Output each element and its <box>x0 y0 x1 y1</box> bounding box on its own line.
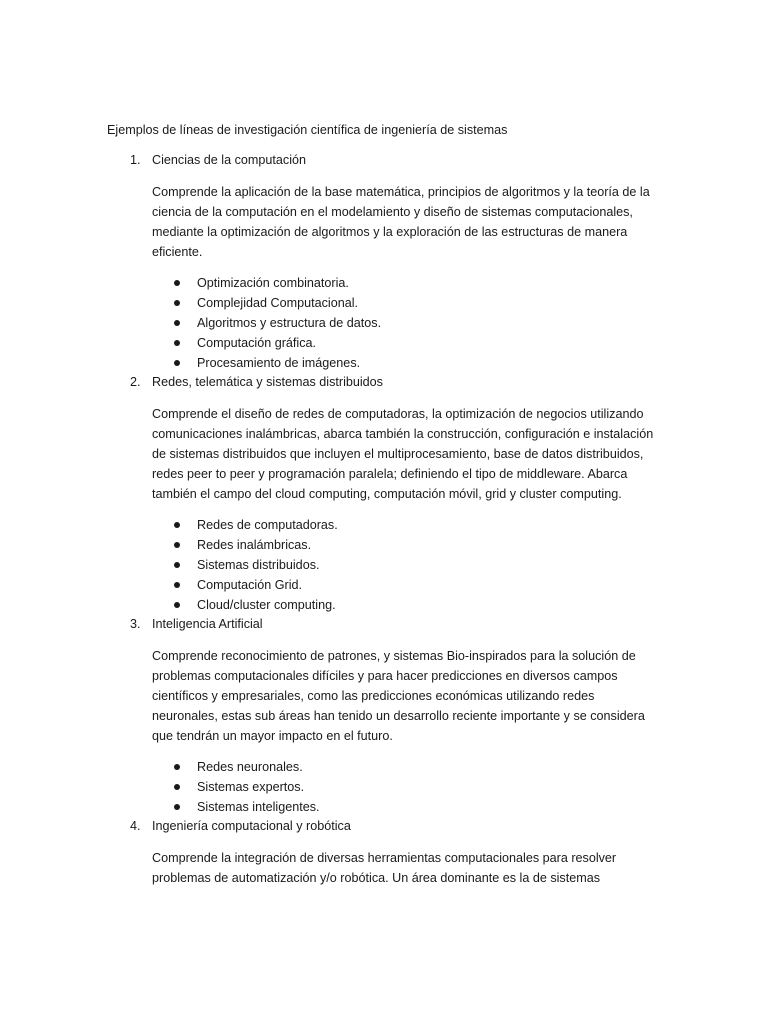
paragraph-line: eficiente. <box>152 245 203 259</box>
list-item <box>152 757 320 777</box>
bullet-dot-icon <box>174 280 180 286</box>
list-item-text: Computación gráfica. <box>197 336 317 350</box>
bullet-dot-icon <box>174 542 180 548</box>
bullet-dot-icon <box>174 340 180 346</box>
paragraph-line: también el campo del cloud computing, computación móvil, grid y cluster computing. <box>152 487 622 501</box>
bullet-dot-icon <box>174 522 180 528</box>
section-title: Redes, telemática y sistemas distribuidos <box>152 375 383 389</box>
list-item <box>152 797 320 817</box>
bullet-dot-icon <box>174 804 180 810</box>
bullet-dot-icon <box>174 602 180 608</box>
paragraph-line: mediante la optimización de algoritmos y la exploración de las estructuras de manera <box>152 225 628 239</box>
bullet-list <box>152 273 381 373</box>
bullet-dot-icon <box>174 320 180 326</box>
section-number: 3. <box>130 617 141 631</box>
paragraph-line: Comprende reconocimiento de patrones, y sistemas Bio-inspirados para la solución de <box>152 649 636 663</box>
list-item-text: Complejidad Computacional. <box>197 296 359 310</box>
bullet-dot-icon <box>174 764 180 770</box>
bullet-dot-icon <box>174 300 180 306</box>
paragraph-line: Comprende la aplicación de la base matemática, principios de algoritmos y la teoría de la <box>152 185 650 199</box>
bullet-dot-icon <box>174 360 180 366</box>
list-item-text: Procesamiento de imágenes. <box>197 356 361 370</box>
section-heading <box>130 614 263 634</box>
paragraph-line: de sistemas distribuidos que incluyen el multiprocesamiento, base de datos distribuidos, <box>152 447 644 461</box>
section-heading <box>130 372 383 392</box>
section-paragraph <box>152 848 662 888</box>
paragraph-line: neuronales, estas sub áreas han tenido un desarrollo reciente importante y se considera <box>152 709 645 723</box>
list-item-text: Redes inalámbricas. <box>197 538 312 552</box>
list-item <box>152 535 338 555</box>
list-item-text: Sistemas distribuidos. <box>197 558 320 572</box>
bullet-dot-icon <box>174 562 180 568</box>
list-item <box>152 333 381 353</box>
list-item-text: Sistemas expertos. <box>197 780 305 794</box>
paragraph-line: redes peer to peer y programación paralela; definiendo el tipo de middleware. Abarca <box>152 467 628 481</box>
list-item <box>152 293 381 313</box>
list-item-text: Redes de computadoras. <box>197 518 338 532</box>
section-title: Ciencias de la computación <box>152 153 307 167</box>
list-item <box>152 575 338 595</box>
section-heading <box>130 150 306 170</box>
paragraph-line: científicos y empresariales, como las predicciones económicas utilizando redes <box>152 689 595 703</box>
section-paragraph <box>152 404 662 504</box>
list-item-text: Sistemas inteligentes. <box>197 800 320 814</box>
list-item <box>152 555 338 575</box>
paragraph-line: que tendrán un mayor impacto en el futuro. <box>152 729 393 743</box>
list-item-text: Computación Grid. <box>197 578 302 592</box>
list-item <box>152 515 338 535</box>
section-paragraph <box>152 182 662 262</box>
bullet-dot-icon <box>174 582 180 588</box>
list-item <box>152 353 381 373</box>
bullet-dot-icon <box>174 784 180 790</box>
paragraph-line: ciencia de la computación en el modelamiento y diseño de sistemas computacionales, <box>152 205 633 219</box>
section-title: Ingeniería computacional y robótica <box>152 819 351 833</box>
list-item-text: Algoritmos y estructura de datos. <box>197 316 382 330</box>
section-heading <box>130 816 351 836</box>
bullet-list <box>152 515 338 615</box>
list-item <box>152 313 381 333</box>
list-item <box>152 777 320 797</box>
section-number: 1. <box>130 153 141 167</box>
list-item-text: Redes neuronales. <box>197 760 303 774</box>
list-item <box>152 273 381 293</box>
paragraph-line: Comprende la integración de diversas herramientas computacionales para resolver <box>152 851 617 865</box>
paragraph-line: comunicaciones inalámbricas, abarca también la construcción, configuración e instalación <box>152 427 654 441</box>
list-item <box>152 595 338 615</box>
paragraph-line: problemas de automatización y/o robótica. Un área dominante es la de sistemas <box>152 871 601 885</box>
list-item-text: Cloud/cluster computing. <box>197 598 336 612</box>
document-title: Ejemplos de líneas de investigación científica de ingeniería de sistemas <box>107 123 508 137</box>
section-title: Inteligencia Artificial <box>152 617 263 631</box>
list-item-text: Optimización combinatoria. <box>197 276 349 290</box>
paragraph-line: problemas computacionales difíciles y para hacer predicciones en diversos campos <box>152 669 618 683</box>
paragraph-line: Comprende el diseño de redes de computadoras, la optimización de negocios utilizando <box>152 407 644 421</box>
bullet-list <box>152 757 320 817</box>
section-paragraph <box>152 646 662 746</box>
section-number: 4. <box>130 819 141 833</box>
section-number: 2. <box>130 375 141 389</box>
